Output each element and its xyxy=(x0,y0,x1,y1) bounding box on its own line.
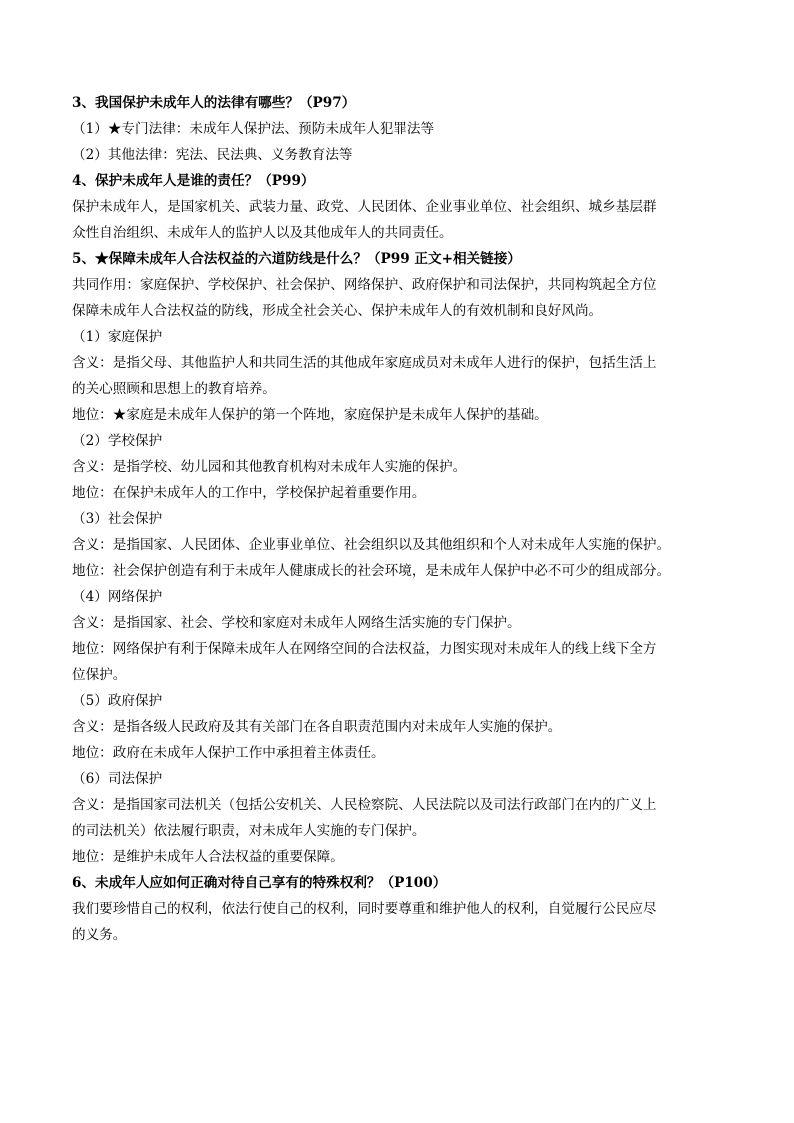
text-line: （1）★专门法律：未成年人保护法、预防未成年人犯罪法等 xyxy=(72,121,435,137)
text-line: 地位：是维护未成年人合法权益的重要保障。 xyxy=(72,849,344,865)
text-line: 地位：政府在未成年人保护工作中承担着主体责任。 xyxy=(72,745,385,761)
subheading-school-protection: （2）学校保护 xyxy=(72,433,163,449)
text-line: 众性自治组织、未成年人的监护人以及其他成年人的共同责任。 xyxy=(72,225,453,241)
heading-q5: 5、★保障未成年人合法权益的六道防线是什么？（P99 正文+相关链接） xyxy=(72,251,521,267)
text-line: 保障未成年人合法权益的防线，形成全社会关心、保护未成年人的有效机制和良好风尚。 xyxy=(72,303,603,319)
text-line: 地位：网络保护有利于保障未成年人在网络空间的合法权益，力图实现对未成年人的线上线下全方 xyxy=(72,641,657,657)
text-line: 保护未成年人，是国家机关、武装力量、政党、人民团体、企业事业单位、社会组织、城乡基层群 xyxy=(72,199,657,215)
text-line: 含义：是指国家、人民团体、企业事业单位、社会组织以及其他组织和个人对未成年人实施的保护。 xyxy=(72,537,671,553)
text-line: 我们要珍惜自己的权利，依法行使自己的权利，同时要尊重和维护他人的权利，自觉履行公民应尽 xyxy=(72,901,657,917)
text-line: 含义：是指国家、社会、学校和家庭对未成年人网络生活实施的专门保护。 xyxy=(72,615,521,631)
text-line: 地位：社会保护创造有利于未成年人健康成长的社会环境，是未成年人保护中必不可少的组成部分。 xyxy=(72,563,671,579)
text-line: 含义：是指学校、幼儿园和其他教育机构对未成年人实施的保护。 xyxy=(72,459,467,475)
text-line: 含义：是指国家司法机关（包括公安机关、人民检察院、人民法院以及司法行政部门在内的广义上 xyxy=(72,797,657,813)
text-line: 共同作用：家庭保护、学校保护、社会保护、网络保护、政府保护和司法保护，共同构筑起全方位 xyxy=(72,277,657,293)
subheading-government-protection: （5）政府保护 xyxy=(72,693,163,709)
text-line: 位保护。 xyxy=(72,667,127,683)
text-line: 的司法机关）依法履行职责，对未成年人实施的专门保护。 xyxy=(72,823,426,839)
text-line: 含义：是指父母、其他监护人和共同生活的其他成年家庭成员对未成年人进行的保护，包括生活上 xyxy=(72,355,657,371)
text-line: 地位：在保护未成年人的工作中，学校保护起着重要作用。 xyxy=(72,485,426,501)
heading-q3: 3、我国保护未成年人的法律有哪些？（P97） xyxy=(72,95,356,111)
text-line: 地位：★家庭是未成年人保护的第一个阵地，家庭保护是未成年人保护的基础。 xyxy=(72,407,548,423)
text-line: （2）其他法律：宪法、民法典、义务教育法等 xyxy=(72,147,353,163)
text-line: 的义务。 xyxy=(72,927,127,943)
subheading-family-protection: （1）家庭保护 xyxy=(72,329,163,345)
document-page xyxy=(72,93,732,951)
heading-q6: 6、未成年人应如何正确对待自己享有的特殊权利？（P100） xyxy=(72,875,447,891)
subheading-network-protection: （4）网络保护 xyxy=(72,589,163,605)
text-line: 含义：是指各级人民政府及其有关部门在各自职责范围内对未成年人实施的保护。 xyxy=(72,719,562,735)
text-line: 的关心照顾和思想上的教育培养。 xyxy=(72,381,276,397)
subheading-social-protection: （3）社会保护 xyxy=(72,511,163,527)
subheading-judicial-protection: （6）司法保护 xyxy=(72,771,163,787)
heading-q4: 4、保护未成年人是谁的责任？（P99） xyxy=(72,173,315,189)
